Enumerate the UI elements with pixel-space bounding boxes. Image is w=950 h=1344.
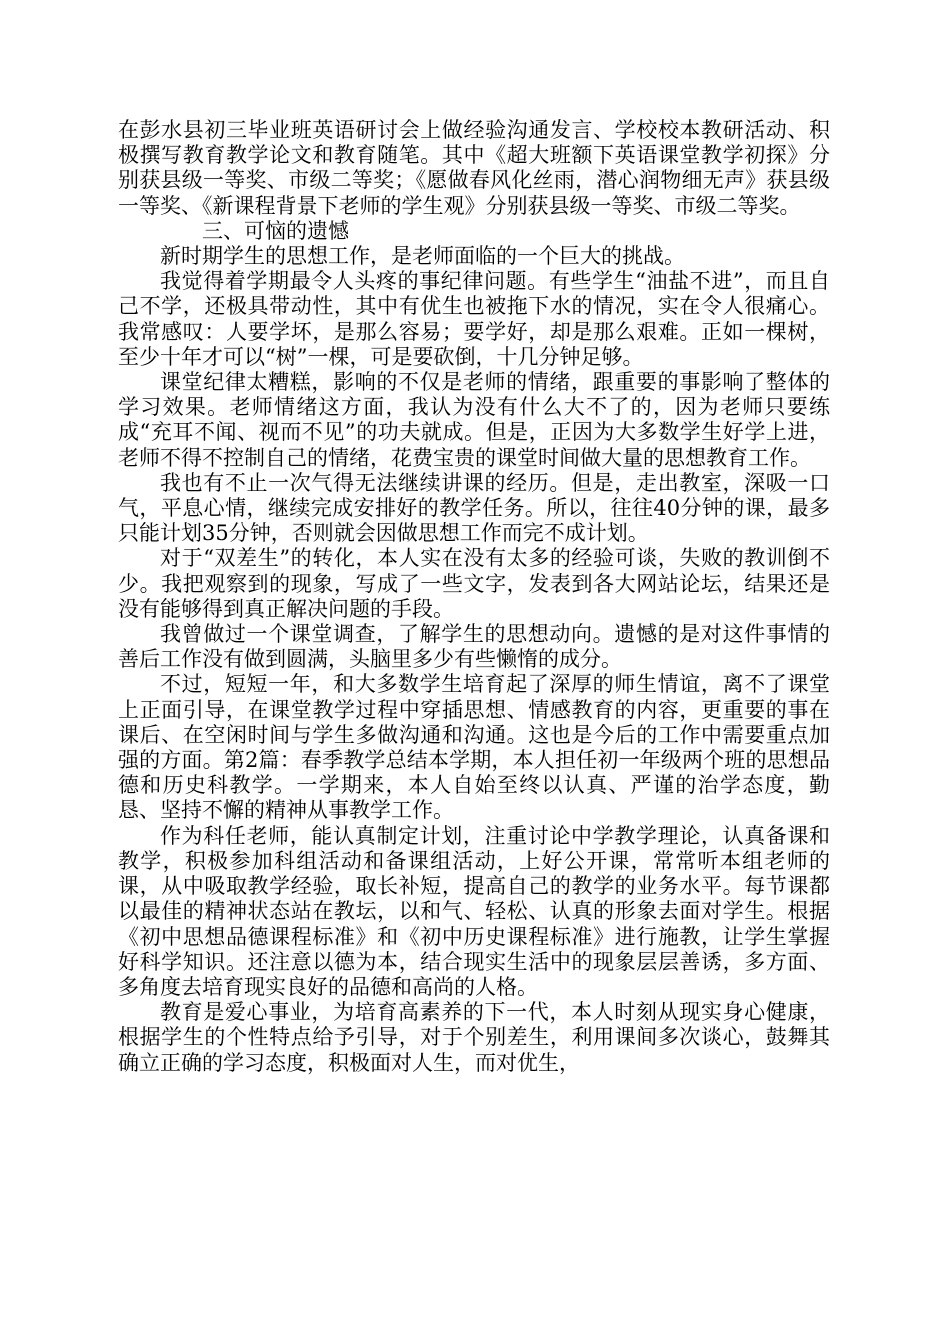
- paragraph-11: 教育是爱心事业，为培育高素养的下一代，本人时刻从现实身心健康，根据学生的个性特点给予引导，对于个别差生，利用课间多次谈心，鼓舞其确立正确的学习态度，积极面对人生，而对优生，: [118, 1000, 830, 1075]
- paragraph-3: 新时期学生的思想工作，是老师面临的一个巨大的挑战。: [160, 244, 685, 269]
- paragraph-1: 在彭水县初三毕业班英语研讨会上做经验沟通发言、学校校本教研活动、积极撰写教育教学论文和教育随笔。其中《超大班额下英语课堂教学初探》分别获县级一等奖、市级二等奖；《愿做春风化丝雨，潜心润物细无声》获县级一等奖、《新课程背景下老师的学生观》分别获县级一等奖、市级二等奖。: [118, 118, 830, 218]
- paragraph-5: 课堂纪律太糟糕，影响的不仅是老师的情绪，跟重要的事影响了整体的学习效果。老师情绪这方面，我认为没有什么大不了的，因为老师只要练成“充耳不闻、视而不见”的功夫就成。但是，正因为大多数学生好学上进，老师不得不控制自己的情绪，花费宝贵的课堂时间做大量的思想教育工作。: [118, 370, 830, 470]
- section-heading: 三、可恼的遗憾: [202, 218, 349, 243]
- paragraph-8: 我曾做过一个课堂调查，了解学生的思想动向。遗憾的是对这件事情的善后工作没有做到圆满，头脑里多少有些懒惰的成分。: [118, 622, 830, 672]
- document-body: [118, 118, 830, 1076]
- paragraph-7: 对于“双差生”的转化，本人实在没有太多的经验可谈，失败的教训倒不少。我把观察到的现象，写成了一些文字，发表到各大网站论坛，结果还是没有能够得到真正解决问题的手段。: [118, 546, 830, 621]
- paragraph-6: 我也有不止一次气得无法继续讲课的经历。但是，走出教室，深吸一口气，平息心情，继续完成安排好的教学任务。所以，往往40分钟的课，最多只能计划35分钟，否则就会因做思想工作而完不成计划。: [118, 470, 830, 546]
- paragraph-10: 作为科任老师，能认真制定计划，注重讨论中学教学理论，认真备课和教学，积极参加科组活动和备课组活动，上好公开课，常常听本组老师的课，从中吸取教学经验，取长补短，提高自己的教学的业务水平。每节课都以最佳的精神状态站在教坛，以和气、轻松、认真的形象去面对学生。根据《初中思想品德课程标准》和《初中历史课程标准》进行施教，让学生掌握好科学知识。还注意以德为本，结合现实生活中的现象层层善诱，多方面、多角度去培育现实良好的品德和高尚的人格。: [118, 823, 830, 999]
- paragraph-9: 不过，短短一年，和大多数学生培育起了深厚的师生情谊，离不了课堂上正面引导，在课堂教学过程中穿插思想、情感教育的内容，更重要的事在课后、在空闲时间与学生多做沟通和沟通。这也是今后的工作中需要重点加强的方面。第2篇：春季教学总结本学期，本人担任初一年级两个班的思想品德和历史科教学。一学期来，本人自始至终以认真、严谨的治学态度，勤恳、坚持不懈的精神从事教学工作。: [118, 672, 830, 823]
- paragraph-4: 我觉得着学期最令人头疼的事纪律问题。有些学生“油盐不进”，而且自己不学，还极具带动性，其中有优生也被拖下水的情况，实在令人很痛心。我常感叹：人要学坏，是那么容易；要学好，却是那么艰难。正如一棵树，至少十年才可以“树”一棵，可是要砍倒，十几分钟足够。: [118, 269, 830, 369]
